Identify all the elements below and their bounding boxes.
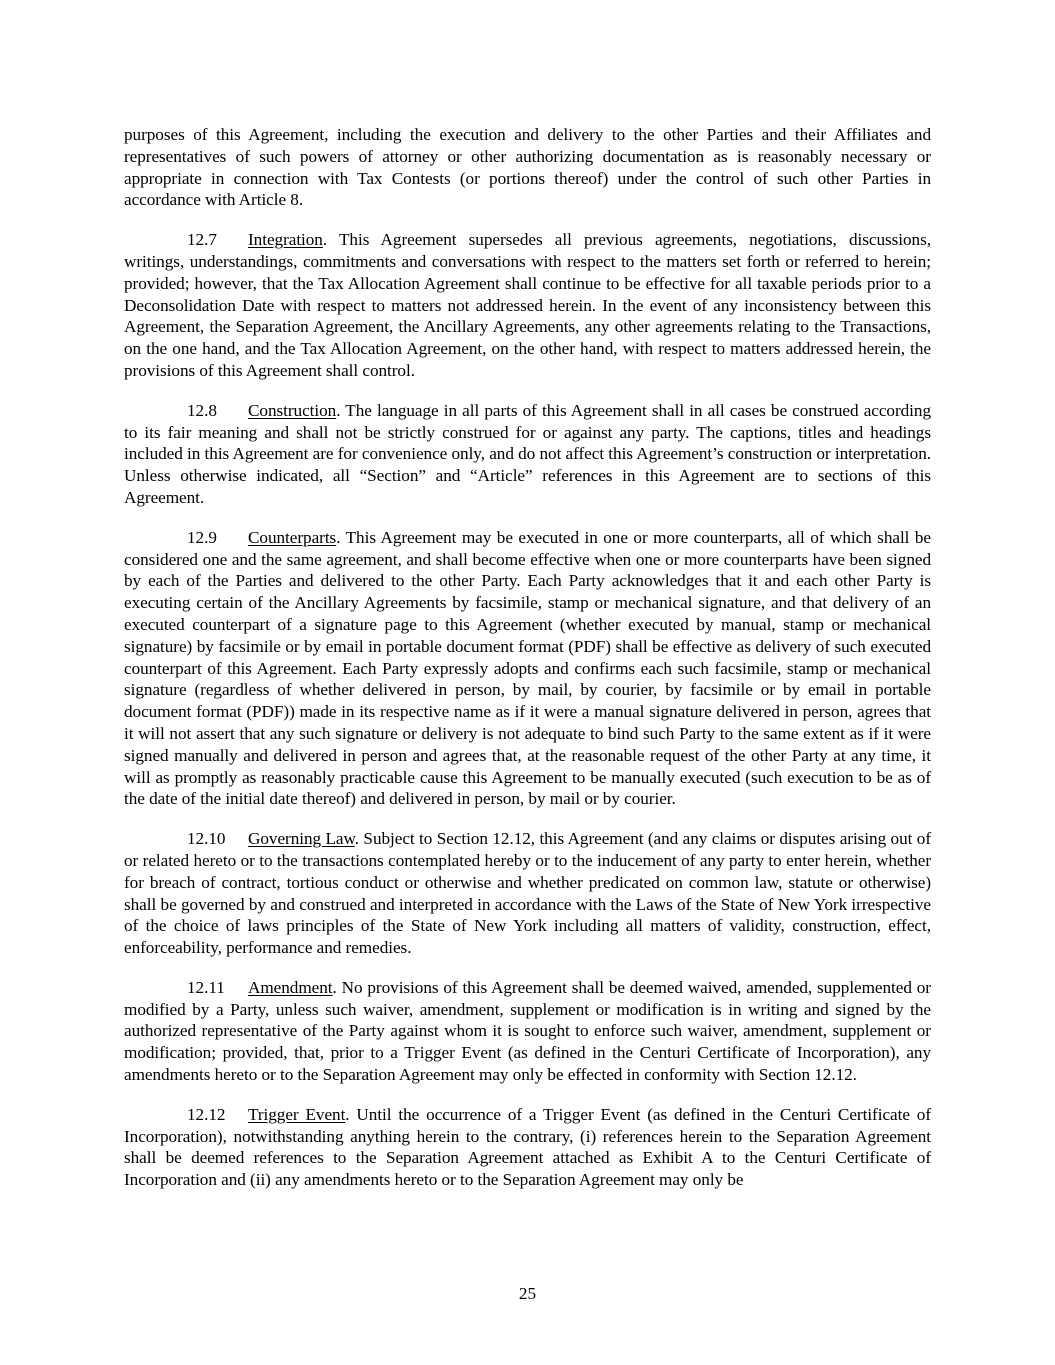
section-12-12	[124, 1104, 931, 1191]
section-text: . Subject to Section 12.12, this Agreement (and any claims or disputes arising out of or related hereto or to the transactions contemplated hereby or to the inducement of any party to enter herein, whether for breach of contract, tortious conduct or otherwise and whether predicated on common law, statute or otherwise) shall be governed by and construed and interpreted in accordance with the Laws of the State of New York irrespective of the choice of laws principles of the State of New York including all matters of validity, construction, effect, enforceability, performance and remedies.	[124, 829, 931, 958]
section-number: 12.8	[187, 400, 217, 420]
section-12-9	[124, 527, 931, 810]
section-heading: Governing Law	[248, 829, 355, 849]
section-heading: Trigger Event	[248, 1104, 346, 1124]
section-text: . No provisions of this Agreement shall be deemed waived, amended, supplemented or modified by a Party, unless such waiver, amendment, supplement or modification is in writing and signed by the authorized representative of the Party against whom it is sought to enforce such waiver, amendment, supplement or modification; provided, that, prior to a Trigger Event (as defined in the Centuri Certificate of Incorporation), any amendments hereto or to the Separation Agreement may only be effected in conformity with Section 12.12.	[124, 977, 931, 1085]
section-12-7	[124, 229, 931, 382]
section-text: . This Agreement may be executed in one or more counterparts, all of which shall be considered one and the same agreement, and shall become effective when one or more counterparts have been signed by each of the Parties and delivered to the other Party. Each Party acknowledges that it and each other Party is executing certain of the Ancillary Agreements by facsimile, stamp or mechanical signature, and that delivery of an executed counterpart of a signature page to this Agreement (whether executed by manual, stamp or mechanical signature) by facsimile or by email in portable document format (PDF) shall be effective as delivery of such executed counterpart of this Agreement. Each Party expressly adopts and confirms each such facsimile, stamp or mechanical signature (regardless of whether delivered in person, by mail, by courier, by facsimile or by email in portable document format (PDF)) made in its respective name as if it were a manual signature delivered in person, agrees that it will not assert that any such signature or delivery is not adequate to bind such Party to the same extent as if it were signed manually and delivered in person and agrees that, at the reasonable request of the other Party at any time, it will as promptly as reasonably practicable cause this Agreement to be manually executed (such execution to be as of the date of the initial date thereof) and delivered in person, by mail or by courier.	[124, 527, 931, 809]
page-number: 25	[518, 1284, 537, 1303]
section-heading: Integration	[248, 230, 323, 250]
section-text: . The language in all parts of this Agreement shall in all cases be construed according to its fair meaning and shall not be strictly construed for or against any party. The captions, titles and headings included in this Agreement are for convenience only, and do not affect this Agreement’s construction or interpretation. Unless otherwise indicated, all “Section” and “Article” references in this Agreement are to sections of this Agreement.	[124, 400, 931, 507]
section-heading: Amendment	[248, 977, 333, 997]
section-text: . This Agreement supersedes all previous agreements, negotiations, discussions, writings, understandings, commitments and conversations with respect to the matters set forth or referred to herein; provided; however, that the Tax Allocation Agreement shall continue to be effective for all taxable periods prior to a Deconsolidation Date with respect to matters not addressed herein. In the event of any inconsistency between this Agreement, the Separation Agreement, the Ancillary Agreements, any other agreements relating to the Transactions, on the one hand, and the Tax Allocation Agreement, on the other hand, with respect to matters addressed herein, the provisions of this Agreement shall control.	[124, 230, 931, 380]
section-heading: Construction	[248, 400, 337, 420]
section-12-11	[124, 977, 931, 1086]
section-number: 12.10	[187, 829, 226, 849]
section-heading: Counterparts	[248, 527, 337, 547]
section-12-8	[124, 400, 931, 509]
intro-text: purposes of this Agreement, including the execution and delivery to the other Parties and their Affiliates and representatives of such powers of attorney or other authorizing documentation as is reasonably necessary or appropriate in connection with Tax Contests (or portions thereof) under the control of such other Parties in accordance with Article 8.	[124, 125, 931, 210]
intro-paragraph	[124, 124, 931, 211]
section-number: 12.11	[187, 977, 225, 997]
section-number: 12.7	[187, 230, 217, 250]
section-number: 12.12	[187, 1104, 226, 1124]
section-number: 12.9	[187, 527, 217, 547]
section-12-10	[124, 828, 931, 959]
document-page	[124, 124, 931, 1209]
section-text: . Until the occurrence of a Trigger Event (as defined in the Centuri Certificate of Incorporation), notwithstanding anything herein to the contrary, (i) references herein to the Separation Agreement shall be deemed references to the Separation Agreement attached as Exhibit A to the Centuri Certificate of Incorporation and (ii) any amendments hereto or to the Separation Agreement may only be	[124, 1104, 931, 1190]
